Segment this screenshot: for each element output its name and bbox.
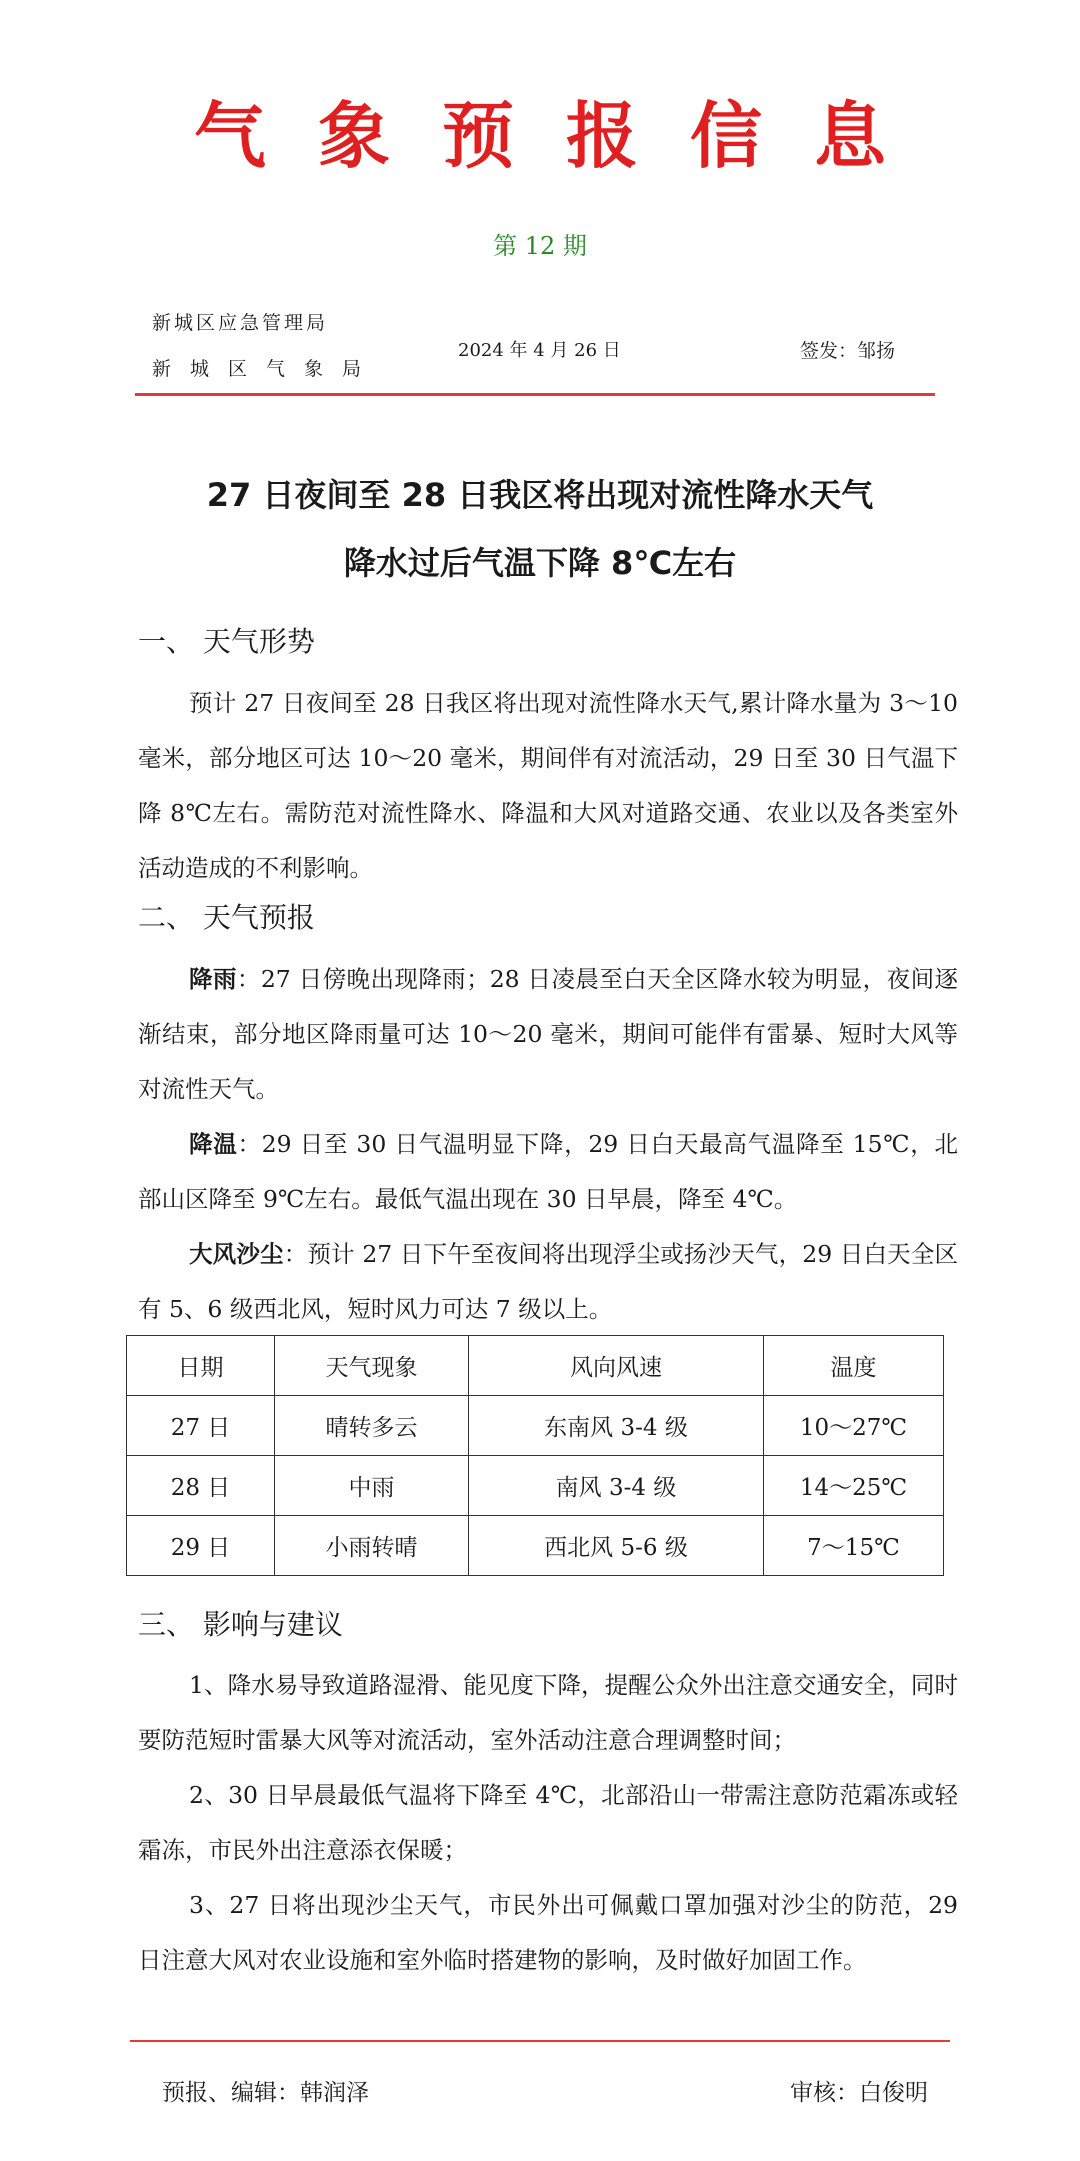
cooling-text: ：29 日至 30 日气温明显下降，29 日白天最高气温降至 15℃，北部山区降至 9℃左右。最低气温出现在 30 日早晨，降至 4℃。 bbox=[138, 1130, 959, 1213]
issue-date: 2024 年 4 月 26 日 bbox=[458, 340, 621, 361]
section-3-title: 三、 影响与建议 bbox=[138, 1608, 343, 1641]
table-cell: 29 日 bbox=[127, 1516, 275, 1576]
table-cell: 东南风 3-4 级 bbox=[469, 1396, 764, 1456]
rain-forecast bbox=[138, 952, 958, 1117]
issuer-org-2: 新城区气象局 bbox=[152, 358, 381, 380]
advice-2: 2、30 日早晨最低气温将下降至 4℃，北部沿山一带需注意防范霜冻或轻霜冻，市民外出注意添衣保暖； bbox=[138, 1781, 958, 1864]
table-cell: 14～25℃ bbox=[764, 1456, 944, 1516]
signer: 签发：邹扬 bbox=[800, 340, 896, 362]
table-header-cell: 天气现象 bbox=[275, 1336, 469, 1396]
issue-number: 第 12 期 bbox=[493, 232, 587, 260]
table-header-cell: 风向风速 bbox=[469, 1336, 764, 1396]
advice-3: 3、27 日将出现沙尘天气，市民外出可佩戴口罩加强对沙尘的防范，29 日注意大风对农业设施和室外临时搭建物的影响，及时做好加固工作。 bbox=[138, 1891, 958, 1974]
table-cell: 27 日 bbox=[127, 1396, 275, 1456]
section-1-text: 预计 27 日夜间至 28 日我区将出现对流性降水天气,累计降水量为 3～10 毫米，部分地区可达 10～20 毫米，期间伴有对流活动，29 日至 30 日气温下降 8℃左右。需防范对流性降水、降温和大风对道路交通、农业以及各类室外活动造成的不利影响。 bbox=[138, 689, 958, 882]
table-header-row bbox=[127, 1336, 944, 1396]
table-cell: 西北风 5-6 级 bbox=[469, 1516, 764, 1576]
wind-text: ：预计 27 日下午至夜间将出现浮尘或扬沙天气，29 日白天全区有 5、6 级西北风，短时风力可达 7 级以上。 bbox=[138, 1240, 959, 1323]
section-2-title: 二、 天气预报 bbox=[138, 901, 315, 934]
headline-line-2: 降水过后气温下降 8℃左右 bbox=[343, 544, 737, 582]
header-divider bbox=[135, 393, 935, 396]
table-cell: 10～27℃ bbox=[764, 1396, 944, 1456]
table-row bbox=[127, 1396, 944, 1456]
table-cell: 晴转多云 bbox=[275, 1396, 469, 1456]
forecast-table bbox=[126, 1335, 944, 1576]
issuer-org-1: 新城区应急管理局 bbox=[152, 312, 329, 334]
table-header-cell: 温度 bbox=[764, 1336, 944, 1396]
table-cell: 7～15℃ bbox=[764, 1516, 944, 1576]
masthead-title: 气象预报信息 bbox=[193, 93, 938, 178]
table-row bbox=[127, 1456, 944, 1516]
table-header-cell: 日期 bbox=[127, 1336, 275, 1396]
table-row bbox=[127, 1516, 944, 1576]
wind-label: 大风沙尘 bbox=[189, 1240, 284, 1268]
editor-credit: 预报、编辑：韩润泽 bbox=[162, 2080, 369, 2106]
footer-divider bbox=[130, 2040, 950, 2042]
reviewer-credit: 审核：白俊明 bbox=[790, 2080, 928, 2106]
headline-line-1: 27 日夜间至 28 日我区将出现对流性降水天气 bbox=[206, 476, 874, 514]
table-cell: 28 日 bbox=[127, 1456, 275, 1516]
wind-forecast bbox=[138, 1227, 958, 1337]
table-cell: 中雨 bbox=[275, 1456, 469, 1516]
advice-1: 1、降水易导致道路湿滑、能见度下降，提醒公众外出注意交通安全，同时要防范短时雷暴大风等对流活动，室外活动注意合理调整时间； bbox=[138, 1671, 958, 1754]
cooling-forecast bbox=[138, 1117, 958, 1227]
table-cell: 南风 3-4 级 bbox=[469, 1456, 764, 1516]
section-1-title: 一、 天气形势 bbox=[138, 625, 315, 658]
table-cell: 小雨转晴 bbox=[275, 1516, 469, 1576]
cooling-label: 降温 bbox=[189, 1130, 238, 1158]
rain-text: ：27 日傍晚出现降雨；28 日凌晨至白天全区降水较为明显，夜间逐渐结束，部分地区降雨量可达 10～20 毫米，期间可能伴有雷暴、短时大风等对流性天气。 bbox=[138, 965, 959, 1103]
rain-label: 降雨 bbox=[189, 965, 237, 993]
